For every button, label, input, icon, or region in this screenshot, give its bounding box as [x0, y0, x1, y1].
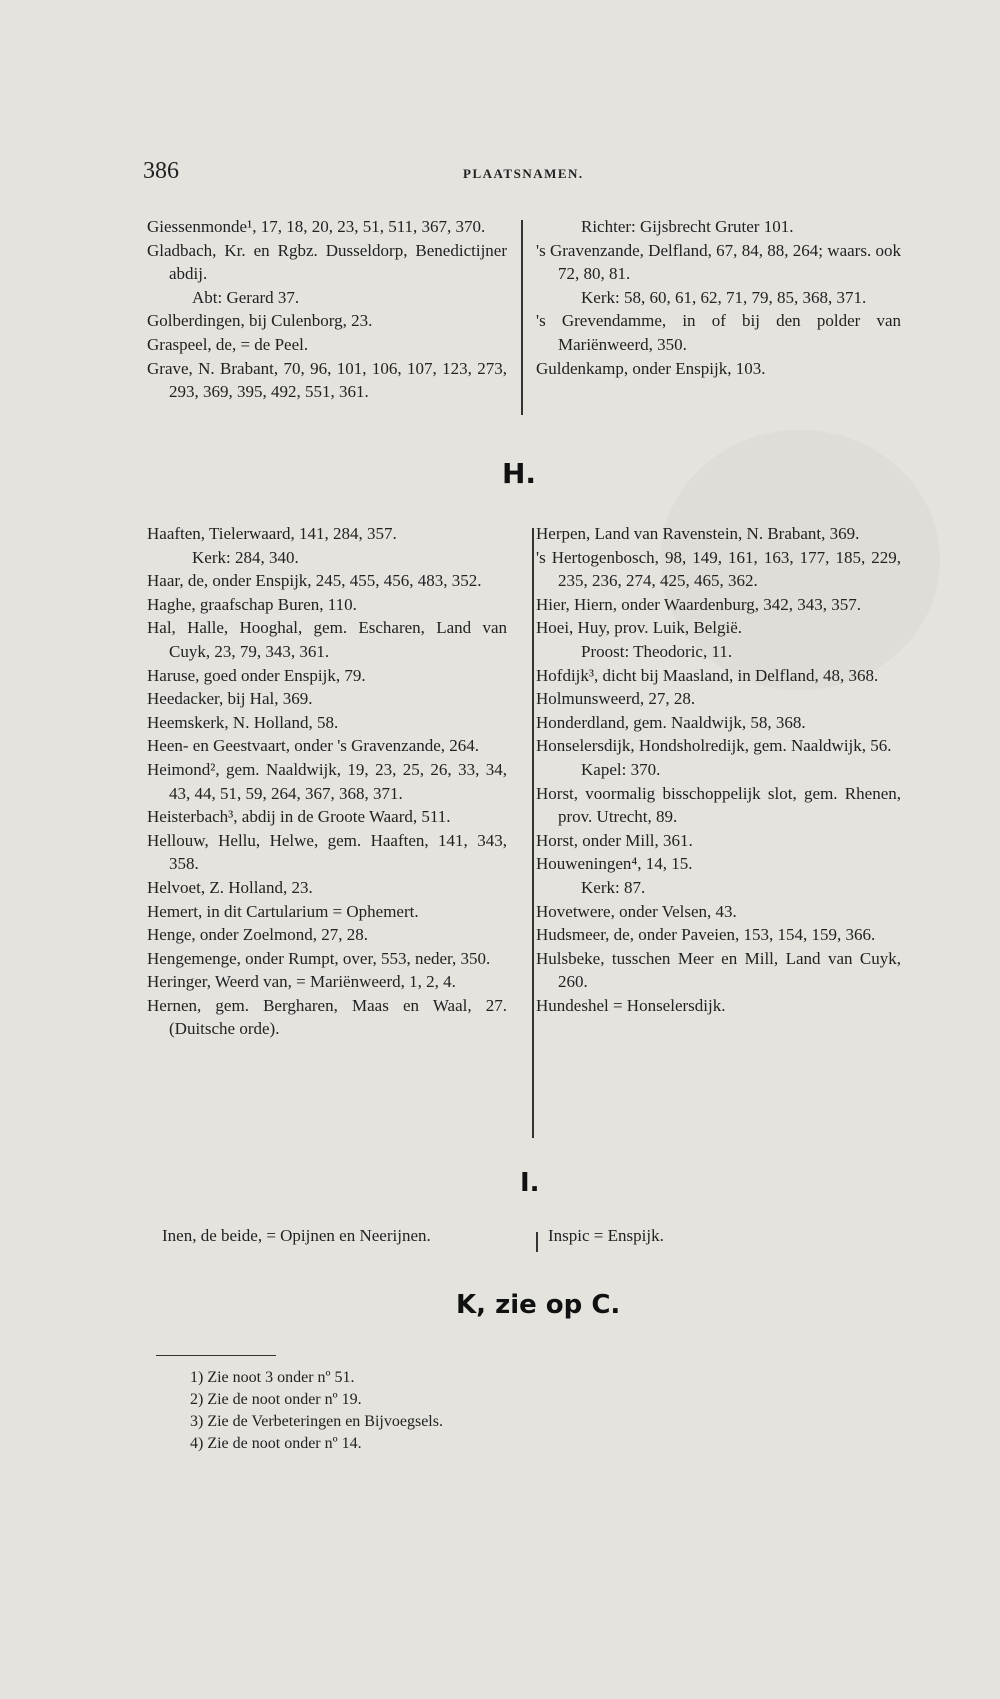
- index-entry: Hudsmeer, de, onder Paveien, 153, 154, 159, 366.: [536, 925, 876, 945]
- index-entry: 's Hertogenbosch, 98, 149, 161, 163, 177, 185, 229, 235, 236, 274, 425, 465, 362.: [536, 547, 901, 591]
- index-entry: Haaften, Tielerwaard, 141, 284, 357.: [147, 524, 397, 543]
- footnote-text: Zie noot 3 onder nº 51.: [207, 1369, 355, 1386]
- index-entry: Hengemenge, onder Rumpt, over, 553, neder, 350.: [147, 948, 491, 968]
- section-i-heading: I.: [520, 1168, 540, 1198]
- section-h-left-column: [147, 522, 507, 1041]
- index-entry: Horst, voormalig bisschoppelijk slot, gem. Rhenen, prov. Utrecht, 89.: [536, 783, 901, 827]
- index-entry: Hemert, in dit Cartularium = Ophemert.: [147, 901, 419, 921]
- index-entry: Hier, Hiern, onder Waardenburg, 342, 343, 357.: [536, 594, 861, 614]
- index-subentry: Kerk: 58, 60, 61, 62, 71, 79, 85, 368, 371.: [581, 287, 867, 307]
- section-g: [143, 215, 903, 415]
- index-entry: Horst, onder Mill, 361.: [536, 830, 693, 850]
- footnote-mark: 4): [190, 1435, 204, 1452]
- index-entry: Heemskerk, N. Holland, 58.: [147, 712, 339, 732]
- footnotes: [190, 1367, 443, 1455]
- index-entry: Hernen, gem. Bergharen, Maas en Waal, 27. (Duitsche orde).: [147, 995, 507, 1039]
- section-k-heading: K, zie op C.: [456, 1290, 621, 1320]
- index-entry: Haar, de, onder Enspijk, 245, 455, 456, 483, 352.: [147, 571, 482, 591]
- section-h-right-column: [536, 522, 901, 1017]
- index-entry: Hellouw, Hellu, Helwe, gem. Haaften, 141, 343, 358.: [147, 830, 507, 874]
- footnote-text: Zie de Verbeteringen en Bijvoegsels.: [207, 1413, 443, 1430]
- footnote: [190, 1367, 443, 1389]
- footnote: [190, 1433, 443, 1455]
- index-entry: 's Grevendamme, in of bij den polder van Mariënweerd, 350.: [536, 311, 901, 354]
- index-entry: Honderdland, gem. Naaldwijk, 58, 368.: [536, 712, 806, 732]
- section-g-left-column: [147, 215, 507, 404]
- section-i-right-entry: Inspic = Enspijk.: [548, 1226, 664, 1245]
- index-entry: Hovetwere, onder Velsen, 43.: [536, 901, 737, 921]
- footnote-text: Zie de noot onder nº 19.: [207, 1391, 362, 1408]
- index-subentry: Proost: Theodoric, 11.: [581, 641, 733, 661]
- index-subentry: Kerk: 87.: [581, 877, 646, 897]
- footnote-mark: 2): [190, 1391, 204, 1408]
- index-entry: Holmunsweerd, 27, 28.: [536, 689, 696, 709]
- index-entry: Hoei, Huy, prov. Luik, België.: [536, 618, 743, 638]
- running-title: PLAATSNAMEN.: [463, 166, 584, 181]
- footnote-text: Zie de noot onder nº 14.: [207, 1435, 362, 1452]
- index-entry: 's Gravenzande, Delfland, 67, 84, 88, 264; waars. ook 72, 80, 81.: [536, 240, 901, 284]
- section-i-left-entry: Inen, de beide, = Opijnen en Neerijnen.: [162, 1226, 431, 1245]
- index-subentry: Abt: Gerard 37.: [192, 287, 300, 307]
- index-entry: Heimond², gem. Naaldwijk, 19, 23, 25, 26, 33, 34, 43, 44, 51, 59, 264, 367, 368, 371.: [147, 759, 507, 803]
- index-entry: Heisterbach³, abdij in de Groote Waard, 511.: [147, 807, 451, 827]
- column-divider: [532, 528, 534, 1138]
- footnote-rule: [156, 1355, 276, 1356]
- index-entry: Golberdingen, bij Culenborg, 23.: [147, 311, 373, 331]
- index-subentry: Kapel: 370.: [581, 759, 661, 779]
- index-entry: Hofdijk³, dicht bij Maasland, in Delfland, 48, 368.: [536, 665, 879, 685]
- index-subentry: Richter: Gijsbrecht Gruter 101.: [581, 217, 794, 236]
- index-entry: Grave, N. Brabant, 70, 96, 101, 106, 107, 123, 273, 293, 369, 395, 492, 551, 361.: [147, 358, 507, 402]
- index-subentry: Kerk: 284, 340.: [192, 547, 299, 567]
- section-g-right-column: [536, 215, 901, 380]
- index-entry: Haruse, goed onder Enspijk, 79.: [147, 665, 366, 685]
- index-entry: Guldenkamp, onder Enspijk, 103.: [536, 358, 766, 378]
- column-divider: [521, 220, 523, 415]
- index-entry: Heedacker, bij Hal, 369.: [147, 689, 313, 709]
- index-entry: Helvoet, Z. Holland, 23.: [147, 877, 313, 897]
- section-h: [143, 522, 903, 1132]
- index-entry: Heringer, Weerd van, = Mariënweerd, 1, 2, 4.: [147, 972, 456, 992]
- index-entry: Hulsbeke, tusschen Meer en Mill, Land van Cuyk, 260.: [536, 948, 901, 992]
- page-number: 386: [143, 158, 179, 184]
- index-entry: Graspeel, de, = de Peel.: [147, 334, 309, 354]
- footnote-mark: 3): [190, 1413, 204, 1430]
- column-divider: [536, 1232, 538, 1252]
- index-entry: Honselersdijk, Hondsholredijk, gem. Naaldwijk, 56.: [536, 736, 892, 756]
- index-entry: Herpen, Land van Ravenstein, N. Brabant, 369.: [536, 524, 860, 543]
- footnote-mark: 1): [190, 1369, 204, 1386]
- section-h-heading: H.: [502, 457, 537, 490]
- index-entry: Giessenmonde¹, 17, 18, 20, 23, 51, 511, 367, 370.: [147, 217, 486, 236]
- index-entry: Houweningen⁴, 14, 15.: [536, 854, 693, 874]
- index-entry: Hundeshel = Honselersdijk.: [536, 995, 726, 1015]
- footnote: [190, 1389, 443, 1411]
- index-entry: Haghe, graafschap Buren, 110.: [147, 594, 357, 614]
- footnote: [190, 1411, 443, 1433]
- page-header: [143, 158, 887, 192]
- index-entry: Henge, onder Zoelmond, 27, 28.: [147, 925, 368, 945]
- index-entry: Heen- en Geestvaart, onder 's Gravenzande, 264.: [147, 736, 480, 756]
- index-entry: Gladbach, Kr. en Rgbz. Dusseldorp, Benedictijner abdij.: [147, 240, 507, 284]
- index-entry: Hal, Halle, Hooghal, gem. Escharen, Land van Cuyk, 23, 79, 343, 361.: [147, 618, 507, 661]
